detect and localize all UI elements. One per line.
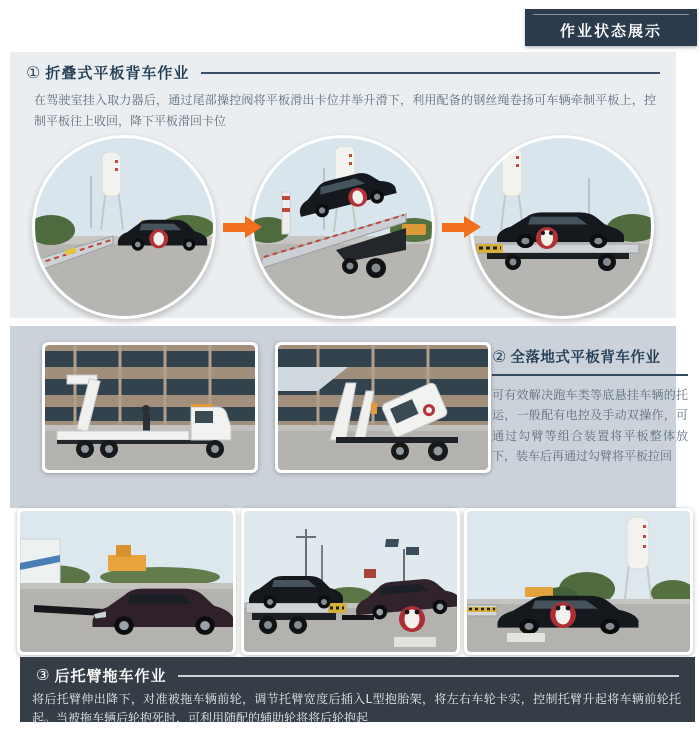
- section2-number-icon: ②: [492, 346, 507, 366]
- section3-number-icon: ③: [36, 666, 50, 684]
- photo-flatbed-and-towed-car: [241, 508, 460, 655]
- section-fold-flatbed: [10, 52, 676, 318]
- section1-description: 在驾驶室挂入取力器后，通过尾部操控阀将平板滑出卡位并举升滑下，利用配备的钢丝绳卷扬可车辆牵制平板上，控制平板往上收回，降下平板滑回卡位: [34, 93, 656, 128]
- section1-photo-row: [10, 135, 676, 319]
- banner-divider-line: [533, 14, 689, 15]
- photo-fold-step1: [32, 135, 216, 319]
- section-rear-lift-photos: [0, 508, 700, 655]
- section3-title-rule: [178, 675, 679, 677]
- arrow-right-icon: [442, 223, 464, 232]
- photo-wheel-lift-tow: [17, 508, 236, 655]
- photo-towed-car-silo: [464, 508, 693, 655]
- section1-header: [10, 52, 676, 83]
- arrow-right-icon: [223, 223, 245, 232]
- section1-title: 折叠式平板背车作业: [45, 64, 190, 82]
- photo-tipped-cab-truck: [275, 342, 491, 473]
- section3-title: 后托臂拖车作业: [54, 667, 167, 685]
- section3-description: 将后托臂伸出降下，对准被拖车辆前轮，调节托臂宽度后插入L型抱胎架，将左右车轮卡实，控制托臂升起将车辆前轮托起。当被拖车辆后轮抱死时，可利用随配的辅助轮将将后轮抱起: [32, 692, 681, 726]
- section2-title: 全落地式平板背车作业: [510, 350, 661, 366]
- section2-text-block: [492, 346, 688, 467]
- section2-description: 可有效解决跑车类等底悬挂车辆的托运，一般配有电控及手动双操作，可通过勾臂等组合装置将平板整体放下，装车后再通过勾臂将平板拉回: [492, 388, 688, 464]
- section1-number-icon: ①: [26, 62, 41, 82]
- page-title-banner: [525, 9, 697, 46]
- photo-fold-step2: [251, 135, 435, 319]
- section1-title-rule: [201, 72, 660, 74]
- photo-fold-step3: [470, 135, 654, 319]
- section-full-drop-flatbed: [10, 326, 688, 508]
- photo-hooklift-flatbed: [42, 342, 258, 473]
- section3-header: [20, 657, 695, 686]
- page-title: 作业状态展示: [559, 22, 662, 40]
- section-rear-lift-tow: [20, 657, 695, 726]
- section2-header: [492, 346, 688, 376]
